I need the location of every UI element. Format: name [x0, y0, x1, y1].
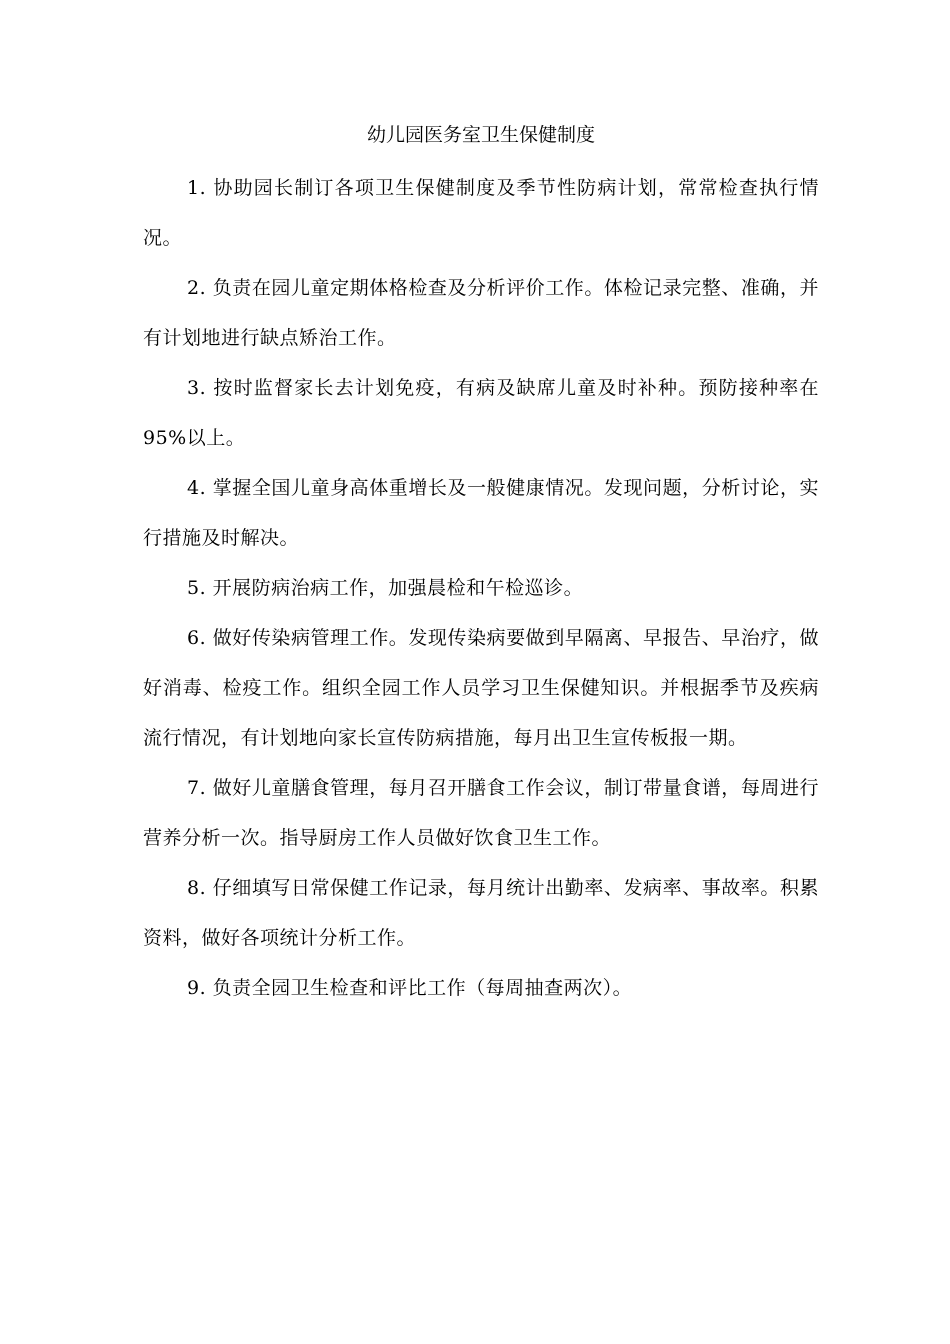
paragraph-9: 9. 负责全园卫生检查和评比工作（每周抽查两次）。 [187, 977, 633, 999]
paragraph-6: 6. 做好传染病管理工作。发现传染病要做到早隔离、早报告、早治疗，做好消毒、检疫工作。组织全园工作人员学习卫生保健知识。并根据季节及疾病流行情况，有计划地向家长宣传防病措施，每月出卫生宣传板报一期。 [143, 627, 819, 749]
paragraph-3: 3. 按时监督家长去计划免疫，有病及缺席儿童及时补种。预防接种率在95%以上。 [143, 377, 819, 449]
paragraph-2: 2. 负责在园儿童定期体格检查及分析评价工作。体检记录完整、准确，并有计划地进行缺点矫治工作。 [143, 277, 819, 349]
paragraph-8: 8. 仔细填写日常保健工作记录，每月统计出勤率、发病率、事故率。积累资料，做好各项统计分析工作。 [143, 877, 819, 949]
document-title: 幼儿园医务室卫生保健制度 [366, 124, 595, 146]
paragraph-1: 1. 协助园长制订各项卫生保健制度及季节性防病计划，常常检查执行情况。 [143, 177, 819, 249]
paragraph-7: 7. 做好儿童膳食管理，每月召开膳食工作会议，制订带量食谱，每周进行营养分析一次。指导厨房工作人员做好饮食卫生工作。 [143, 777, 819, 849]
paragraph-5: 5. 开展防病治病工作，加强晨检和午检巡诊。 [187, 577, 584, 599]
paragraph-4: 4. 掌握全国儿童身高体重增长及一般健康情况。发现问题，分析讨论，实行措施及时解决。 [143, 477, 819, 549]
document-page [143, 118, 819, 1013]
